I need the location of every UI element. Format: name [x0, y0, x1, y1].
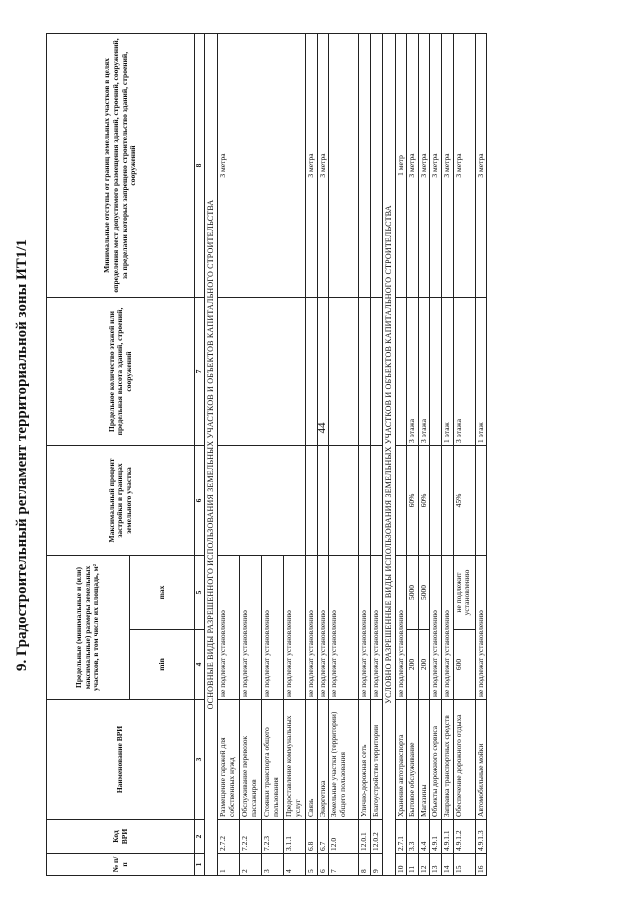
row-percent	[317, 445, 329, 555]
row-number: 16	[475, 854, 487, 876]
row-percent	[359, 445, 371, 555]
table-row	[359, 33, 371, 875]
row-name: Размещение гаражей для собственных нужд	[218, 700, 240, 820]
row-name: Автомобильные мойки	[475, 700, 487, 820]
column-number: 6	[195, 445, 205, 555]
row-number: 14	[442, 854, 454, 876]
row-percent: 45%	[453, 445, 475, 555]
row-area-max: 5000	[418, 555, 430, 629]
row-floors: 3 этажа	[453, 297, 475, 445]
table-row	[218, 33, 240, 875]
row-area: не подлежат установлению	[359, 555, 371, 699]
row-percent	[442, 445, 454, 555]
row-area-max: 5000	[407, 555, 419, 629]
page-number: 44	[316, 422, 328, 434]
row-floors	[317, 297, 329, 445]
table-row	[329, 33, 359, 875]
row-name: Улично-дорожная сеть	[359, 700, 371, 820]
row-area-min: 600	[453, 630, 475, 700]
row-floors	[395, 297, 407, 445]
row-number: 12	[418, 854, 430, 876]
row-code: 6.8	[306, 820, 318, 854]
row-number: 6	[317, 854, 329, 876]
row-percent	[306, 445, 318, 555]
row-number: 9	[370, 854, 382, 876]
header-percent: Максимальный процент застройки в границах земельного участка	[47, 445, 195, 555]
row-setback: 3 метра	[218, 33, 306, 297]
row-setback	[370, 33, 382, 297]
row-code: 4.9.1	[430, 820, 442, 854]
row-floors	[359, 297, 371, 445]
row-setback: 3 метра	[430, 33, 442, 297]
row-percent: 60%	[418, 445, 430, 555]
table-row	[306, 33, 318, 875]
row-area-min: 200	[418, 630, 430, 700]
table-row	[442, 33, 454, 875]
column-number: 3	[195, 700, 205, 820]
row-setback: 3 метра	[317, 33, 329, 297]
table-row	[407, 33, 419, 875]
row-number: 2	[240, 854, 262, 876]
row-code: 2.7.1	[395, 820, 407, 854]
row-area: не подлежат установлению	[306, 555, 318, 699]
table-row	[395, 33, 407, 875]
row-area: не подлежат установлению	[329, 555, 359, 699]
row-code: 6.7	[317, 820, 329, 854]
row-name: Объекты дорожного сервиса	[430, 700, 442, 820]
table-row	[453, 33, 475, 875]
table-row	[475, 33, 487, 875]
table-row	[370, 33, 382, 875]
row-name: Обеспечение дорожного отдыха	[453, 700, 475, 820]
row-area: не подлежат установлению	[262, 555, 284, 699]
row-number: 11	[407, 854, 419, 876]
row-floors	[329, 297, 359, 445]
column-number: 4	[195, 630, 205, 700]
row-area: не подлежат установлению	[370, 555, 382, 699]
header-area: Предельные (минимальные и (или) максимальные) размеры земельных участков, в том числе их площадь, м²	[47, 555, 130, 699]
row-name: Бытовое обслуживание	[407, 700, 419, 820]
row-code: 2.7.2	[218, 820, 240, 854]
row-name: Энергетика	[317, 700, 329, 820]
row-number: 15	[453, 854, 475, 876]
table-row	[418, 33, 430, 875]
header-name: Наименование ВРИ	[47, 700, 195, 820]
row-floors: 1 этаж	[442, 297, 454, 445]
row-name: Хранение автотранспорта	[395, 700, 407, 820]
row-setback: 3 метра	[306, 33, 318, 297]
row-area-max: не подлежит установлению	[453, 555, 475, 629]
row-number: 10	[395, 854, 407, 876]
row-name: Заправка транспортных средств	[442, 700, 454, 820]
row-setback: 3 метра	[453, 33, 475, 297]
row-code: 7.2.2	[240, 820, 262, 854]
regulation-table	[46, 33, 487, 876]
row-number: 5	[306, 854, 318, 876]
row-code: 4.9.1.3	[475, 820, 487, 854]
header-num: № п/п	[47, 854, 195, 876]
table-row	[317, 33, 329, 875]
row-floors: 3 этажа	[407, 297, 419, 445]
row-name: Предоставление коммунальных услуг	[284, 700, 306, 820]
row-name: Связь	[306, 700, 318, 820]
row-percent	[395, 445, 407, 555]
row-name: Магазины	[418, 700, 430, 820]
header-area-max: max	[130, 555, 195, 629]
row-name: Благоустройство территории	[370, 700, 382, 820]
row-setback: 3 метра	[407, 33, 419, 297]
row-code: 4.4	[418, 820, 430, 854]
row-area-min: 200	[407, 630, 419, 700]
row-setback: 1 метр	[395, 33, 407, 297]
header-setbacks: Минимальные отступы от границ земельных участков в целях определения мест допустимого размещения зданий, строений, сооружений, за пределами которых запрещено строительство зданий, строений, сооружений	[47, 33, 195, 297]
row-area: не подлежат установлению	[475, 555, 487, 699]
row-percent	[329, 445, 359, 555]
row-percent	[475, 445, 487, 555]
row-name: Земельные участки (территории) общего пользования	[329, 700, 359, 820]
row-code: 4.9.1.1	[442, 820, 454, 854]
row-name: Стоянки транспорта общего пользования	[262, 700, 284, 820]
row-floors	[370, 297, 382, 445]
header-floors: Предельное количество этажей или предельная высота зданий, строений, сооружений	[47, 297, 195, 445]
row-number: 8	[359, 854, 371, 876]
row-setback: 3 метра	[475, 33, 487, 297]
row-code: 7.2.3	[262, 820, 284, 854]
row-floors	[218, 297, 306, 445]
row-percent	[370, 445, 382, 555]
row-code: 12.0.1	[359, 820, 371, 854]
row-setback	[359, 33, 371, 297]
row-setback	[329, 33, 359, 297]
section-heading-conditional: УСЛОВНО РАЗРЕШЕННЫЕ ВИДЫ ИСПОЛЬЗОВАНИЯ ЗЕМЕЛЬНЫХ УЧАСТКОВ И ОБЪЕКТОВ КАПИТАЛЬНОГО СТРОИТЕЛЬСТВА	[382, 33, 395, 875]
row-code: 4.9.1.2	[453, 820, 475, 854]
row-code: 3.1.1	[284, 820, 306, 854]
row-area: не подлежат установлению	[284, 555, 306, 699]
column-number: 2	[195, 820, 205, 854]
row-percent: 60%	[407, 445, 419, 555]
row-area: не подлежат установлению	[395, 555, 407, 699]
row-area: не подлежат установлению	[218, 555, 240, 699]
row-number: 1	[218, 854, 240, 876]
row-area: не подлежат установлению	[430, 555, 442, 699]
column-number: 5	[195, 555, 205, 629]
row-floors: 3 этажа	[418, 297, 430, 445]
row-floors: 1 этаж	[475, 297, 487, 445]
row-code: 3.3	[407, 820, 419, 854]
row-area: не подлежат установлению	[240, 555, 262, 699]
header-area-min: min	[130, 630, 195, 700]
row-number: 3	[262, 854, 284, 876]
column-number: 7	[195, 297, 205, 445]
column-number: 8	[195, 33, 205, 297]
row-number: 7	[329, 854, 359, 876]
row-setback: 3 метра	[418, 33, 430, 297]
row-setback: 3 метра	[442, 33, 454, 297]
row-area: не подлежат установлению	[317, 555, 329, 699]
row-percent	[218, 445, 306, 555]
section-heading-main: ОСНОВНЫЕ ВИДЫ РАЗРЕШЕННОГО ИСПОЛЬЗОВАНИЯ ЗЕМЕЛЬНЫХ УЧАСТКОВ И ОБЪЕКТОВ КАПИТАЛЬНОГО СТРОИТЕЛЬСТВА	[205, 33, 218, 875]
row-number: 13	[430, 854, 442, 876]
header-code: Код ВРИ	[47, 820, 195, 854]
column-number: 1	[195, 854, 205, 876]
row-percent	[430, 445, 442, 555]
row-area: не подлежат установлению	[442, 555, 454, 699]
row-floors	[306, 297, 318, 445]
row-code: 12.0	[329, 820, 359, 854]
row-number: 4	[284, 854, 306, 876]
row-name: Обслуживание перевозок пассажиров	[240, 700, 262, 820]
row-code: 12.0.2	[370, 820, 382, 854]
table-row	[430, 33, 442, 875]
row-floors	[430, 297, 442, 445]
page-title: 9. Градостроительный регламент территориальной зоны ИТ1/1	[14, 239, 30, 671]
